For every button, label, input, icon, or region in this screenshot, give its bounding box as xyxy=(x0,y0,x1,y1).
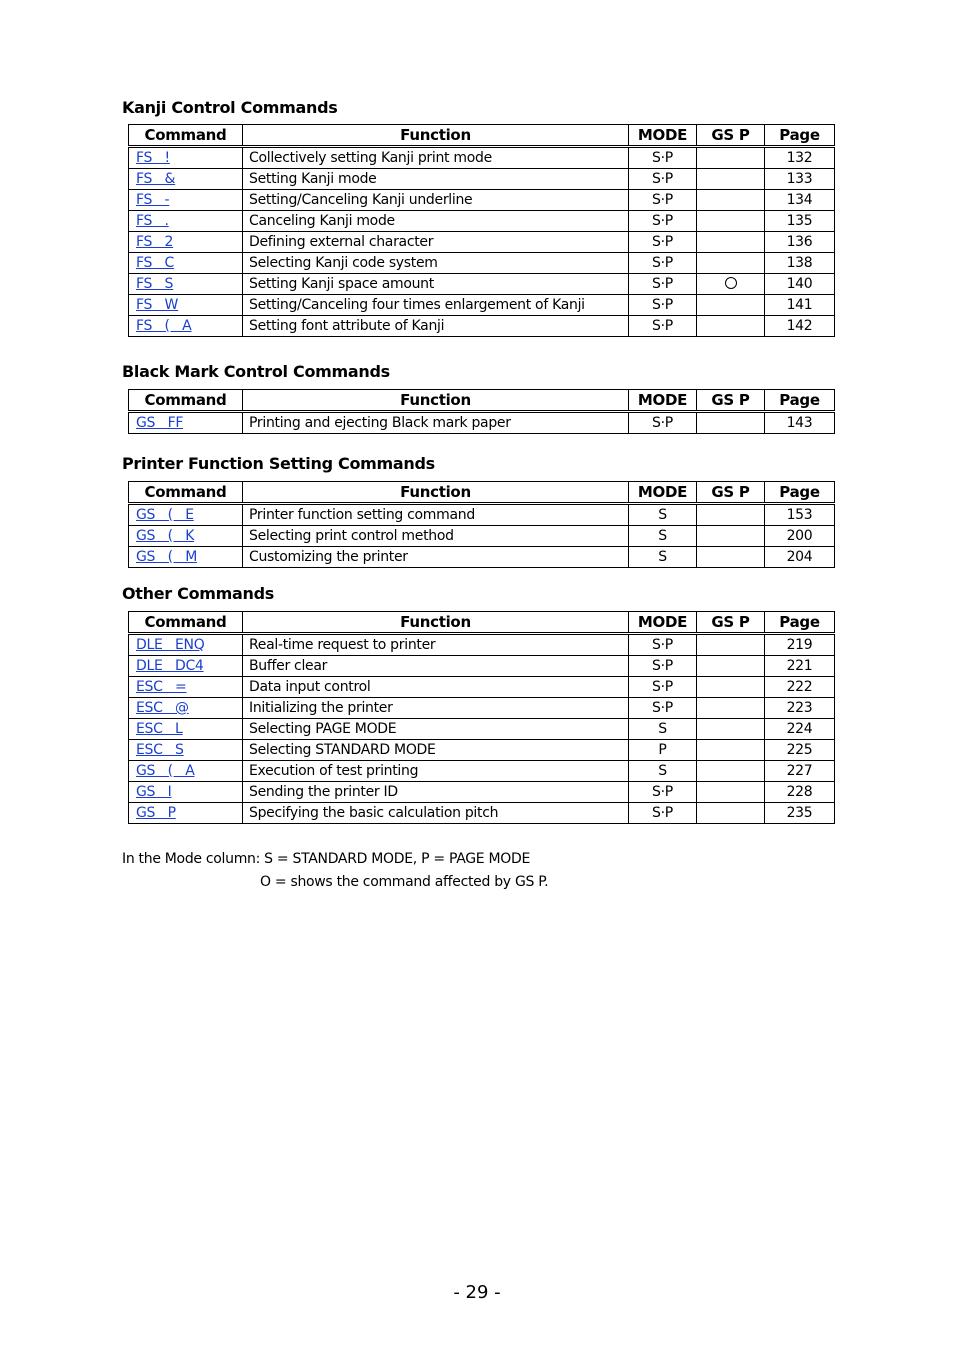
command-cell xyxy=(129,656,243,677)
function-cell: Defining external character xyxy=(243,232,629,253)
command-link[interactable]: GS P xyxy=(136,805,176,821)
page-number: - 29 - xyxy=(453,1282,501,1303)
table-row xyxy=(129,504,835,526)
page-cell: 223 xyxy=(765,698,835,719)
gsp-cell xyxy=(697,740,765,761)
mode-cell: S xyxy=(629,719,697,740)
page-cell: 136 xyxy=(765,232,835,253)
section-printer-function xyxy=(122,454,834,568)
command-link[interactable]: FS & xyxy=(136,171,176,187)
command-link[interactable]: ESC @ xyxy=(136,700,189,716)
function-cell: Execution of test printing xyxy=(243,761,629,782)
section-title: Black Mark Control Commands xyxy=(122,362,390,381)
command-link[interactable]: FS C xyxy=(136,255,175,271)
function-cell: Specifying the basic calculation pitch xyxy=(243,803,629,824)
table-row xyxy=(129,295,835,316)
command-cell xyxy=(129,169,243,190)
command-cell xyxy=(129,190,243,211)
commands-table xyxy=(128,389,835,434)
page-cell: 153 xyxy=(765,504,835,526)
command-link[interactable]: FS ! xyxy=(136,150,170,166)
command-link[interactable]: GS FF xyxy=(136,415,184,431)
command-cell xyxy=(129,316,243,337)
page-cell: 224 xyxy=(765,719,835,740)
table-row xyxy=(129,147,835,169)
function-cell: Data input control xyxy=(243,677,629,698)
gsp-cell xyxy=(697,698,765,719)
header-mode: MODE xyxy=(629,390,697,412)
command-cell xyxy=(129,526,243,547)
mode-legend-note: In the Mode column: S = STANDARD MODE, P = PAGE MODE xyxy=(122,851,531,867)
circle-icon xyxy=(725,277,737,289)
header-gsp: GS P xyxy=(697,612,765,634)
mode-cell: S·P xyxy=(629,803,697,824)
page-cell: 140 xyxy=(765,274,835,295)
mode-cell: S·P xyxy=(629,316,697,337)
section-black-mark xyxy=(122,362,834,434)
table-row xyxy=(129,526,835,547)
gsp-cell xyxy=(697,526,765,547)
gsp-cell xyxy=(697,211,765,232)
command-link[interactable]: GS ( M xyxy=(136,549,197,565)
gsp-cell xyxy=(697,412,765,434)
function-cell: Printing and ejecting Black mark paper xyxy=(243,412,629,434)
mode-cell: S xyxy=(629,761,697,782)
function-cell: Sending the printer ID xyxy=(243,782,629,803)
command-cell xyxy=(129,782,243,803)
function-cell: Setting/Canceling four times enlargement of Kanji xyxy=(243,295,629,316)
command-cell xyxy=(129,211,243,232)
command-cell xyxy=(129,698,243,719)
header-command: Command xyxy=(129,482,243,504)
command-cell xyxy=(129,232,243,253)
table-row xyxy=(129,190,835,211)
mode-cell: S·P xyxy=(629,190,697,211)
gsp-cell xyxy=(697,147,765,169)
command-cell xyxy=(129,803,243,824)
table-row xyxy=(129,656,835,677)
command-link[interactable]: DLE ENQ xyxy=(136,637,205,653)
function-cell: Canceling Kanji mode xyxy=(243,211,629,232)
command-link[interactable]: DLE DC4 xyxy=(136,658,204,674)
header-page: Page xyxy=(765,482,835,504)
header-mode: MODE xyxy=(629,612,697,634)
command-link[interactable]: FS S xyxy=(136,276,174,292)
function-cell: Setting font attribute of Kanji xyxy=(243,316,629,337)
page-cell: 132 xyxy=(765,147,835,169)
command-cell xyxy=(129,677,243,698)
command-cell xyxy=(129,295,243,316)
command-link[interactable]: ESC = xyxy=(136,679,187,695)
command-cell xyxy=(129,147,243,169)
header-gsp: GS P xyxy=(697,125,765,147)
command-link[interactable]: FS 2 xyxy=(136,234,174,250)
mode-cell: S·P xyxy=(629,253,697,274)
page-cell: 200 xyxy=(765,526,835,547)
gsp-cell xyxy=(697,316,765,337)
command-link[interactable]: GS ( E xyxy=(136,507,194,523)
mode-cell: S·P xyxy=(629,412,697,434)
mode-cell: S·P xyxy=(629,274,697,295)
header-command: Command xyxy=(129,612,243,634)
table-row xyxy=(129,412,835,434)
command-cell xyxy=(129,740,243,761)
gsp-legend-note: O = shows the command affected by GS P. xyxy=(260,874,549,890)
section-title: Other Commands xyxy=(122,584,274,603)
command-cell xyxy=(129,547,243,568)
table-row xyxy=(129,698,835,719)
command-cell xyxy=(129,504,243,526)
gsp-cell xyxy=(697,295,765,316)
section-other xyxy=(122,584,834,824)
header-command: Command xyxy=(129,125,243,147)
gsp-cell xyxy=(697,232,765,253)
commands-table xyxy=(128,481,835,568)
command-link[interactable]: FS . xyxy=(136,213,169,229)
command-cell xyxy=(129,634,243,656)
command-link[interactable]: GS I xyxy=(136,784,172,800)
gsp-cell xyxy=(697,547,765,568)
command-cell xyxy=(129,719,243,740)
command-cell xyxy=(129,274,243,295)
mode-cell: S·P xyxy=(629,634,697,656)
mode-cell: S xyxy=(629,504,697,526)
page-cell: 138 xyxy=(765,253,835,274)
mode-cell: S·P xyxy=(629,782,697,803)
function-cell: Setting Kanji mode xyxy=(243,169,629,190)
mode-cell: S·P xyxy=(629,295,697,316)
function-cell: Selecting PAGE MODE xyxy=(243,719,629,740)
mode-cell: S·P xyxy=(629,677,697,698)
commands-table xyxy=(128,611,835,824)
page-cell: 135 xyxy=(765,211,835,232)
gsp-cell xyxy=(697,634,765,656)
function-cell: Setting Kanji space amount xyxy=(243,274,629,295)
header-page: Page xyxy=(765,390,835,412)
command-cell xyxy=(129,253,243,274)
page-cell: 134 xyxy=(765,190,835,211)
page-cell: 143 xyxy=(765,412,835,434)
header-command: Command xyxy=(129,390,243,412)
gsp-cell xyxy=(697,190,765,211)
command-link[interactable]: GS ( A xyxy=(136,763,195,779)
page-cell: 142 xyxy=(765,316,835,337)
gsp-cell xyxy=(697,803,765,824)
table-row xyxy=(129,677,835,698)
header-gsp: GS P xyxy=(697,482,765,504)
header-function: Function xyxy=(243,482,629,504)
table-row xyxy=(129,740,835,761)
gsp-cell xyxy=(697,761,765,782)
gsp-cell xyxy=(697,169,765,190)
command-link[interactable]: FS W xyxy=(136,297,179,313)
function-cell: Initializing the printer xyxy=(243,698,629,719)
table-row xyxy=(129,634,835,656)
section-kanji xyxy=(122,98,834,337)
page-cell: 219 xyxy=(765,634,835,656)
header-row xyxy=(129,612,835,634)
header-mode: MODE xyxy=(629,482,697,504)
function-cell: Selecting print control method xyxy=(243,526,629,547)
mode-cell: S·P xyxy=(629,169,697,190)
mode-cell: S·P xyxy=(629,147,697,169)
gsp-cell xyxy=(697,656,765,677)
section-title: Printer Function Setting Commands xyxy=(122,454,435,473)
header-page: Page xyxy=(765,612,835,634)
page-cell: 228 xyxy=(765,782,835,803)
page-cell: 222 xyxy=(765,677,835,698)
page-cell: 133 xyxy=(765,169,835,190)
table-row xyxy=(129,547,835,568)
header-gsp: GS P xyxy=(697,390,765,412)
command-link[interactable]: GS ( K xyxy=(136,528,195,544)
section-title: Kanji Control Commands xyxy=(122,98,338,117)
command-link[interactable]: FS - xyxy=(136,192,170,208)
header-row xyxy=(129,390,835,412)
mode-cell: S·P xyxy=(629,232,697,253)
gsp-cell xyxy=(697,782,765,803)
page-cell: 204 xyxy=(765,547,835,568)
mode-cell: P xyxy=(629,740,697,761)
table-row xyxy=(129,232,835,253)
mode-cell: S xyxy=(629,547,697,568)
table-row xyxy=(129,211,835,232)
command-cell xyxy=(129,761,243,782)
gsp-cell xyxy=(697,677,765,698)
header-mode: MODE xyxy=(629,125,697,147)
gsp-cell xyxy=(697,253,765,274)
header-function: Function xyxy=(243,390,629,412)
table-row xyxy=(129,803,835,824)
page-cell: 141 xyxy=(765,295,835,316)
page-cell: 221 xyxy=(765,656,835,677)
mode-cell: S·P xyxy=(629,698,697,719)
table-row xyxy=(129,782,835,803)
command-link[interactable]: FS ( A xyxy=(136,318,192,334)
function-cell: Customizing the printer xyxy=(243,547,629,568)
gsp-cell xyxy=(697,274,765,295)
commands-table xyxy=(128,124,835,337)
header-row xyxy=(129,482,835,504)
gsp-cell xyxy=(697,719,765,740)
page-cell: 235 xyxy=(765,803,835,824)
page-cell: 225 xyxy=(765,740,835,761)
function-cell: Collectively setting Kanji print mode xyxy=(243,147,629,169)
function-cell: Buffer clear xyxy=(243,656,629,677)
header-row xyxy=(129,125,835,147)
function-cell: Selecting STANDARD MODE xyxy=(243,740,629,761)
header-page: Page xyxy=(765,125,835,147)
table-row xyxy=(129,761,835,782)
command-cell xyxy=(129,412,243,434)
function-cell: Real-time request to printer xyxy=(243,634,629,656)
page-cell: 227 xyxy=(765,761,835,782)
table-row xyxy=(129,169,835,190)
command-link[interactable]: ESC L xyxy=(136,721,183,737)
mode-cell: S·P xyxy=(629,211,697,232)
header-function: Function xyxy=(243,125,629,147)
gsp-cell xyxy=(697,504,765,526)
command-link[interactable]: ESC S xyxy=(136,742,184,758)
function-cell: Setting/Canceling Kanji underline xyxy=(243,190,629,211)
mode-cell: S·P xyxy=(629,656,697,677)
table-row xyxy=(129,719,835,740)
function-cell: Selecting Kanji code system xyxy=(243,253,629,274)
header-function: Function xyxy=(243,612,629,634)
mode-cell: S xyxy=(629,526,697,547)
table-row xyxy=(129,316,835,337)
table-row xyxy=(129,274,835,295)
function-cell: Printer function setting command xyxy=(243,504,629,526)
table-row xyxy=(129,253,835,274)
